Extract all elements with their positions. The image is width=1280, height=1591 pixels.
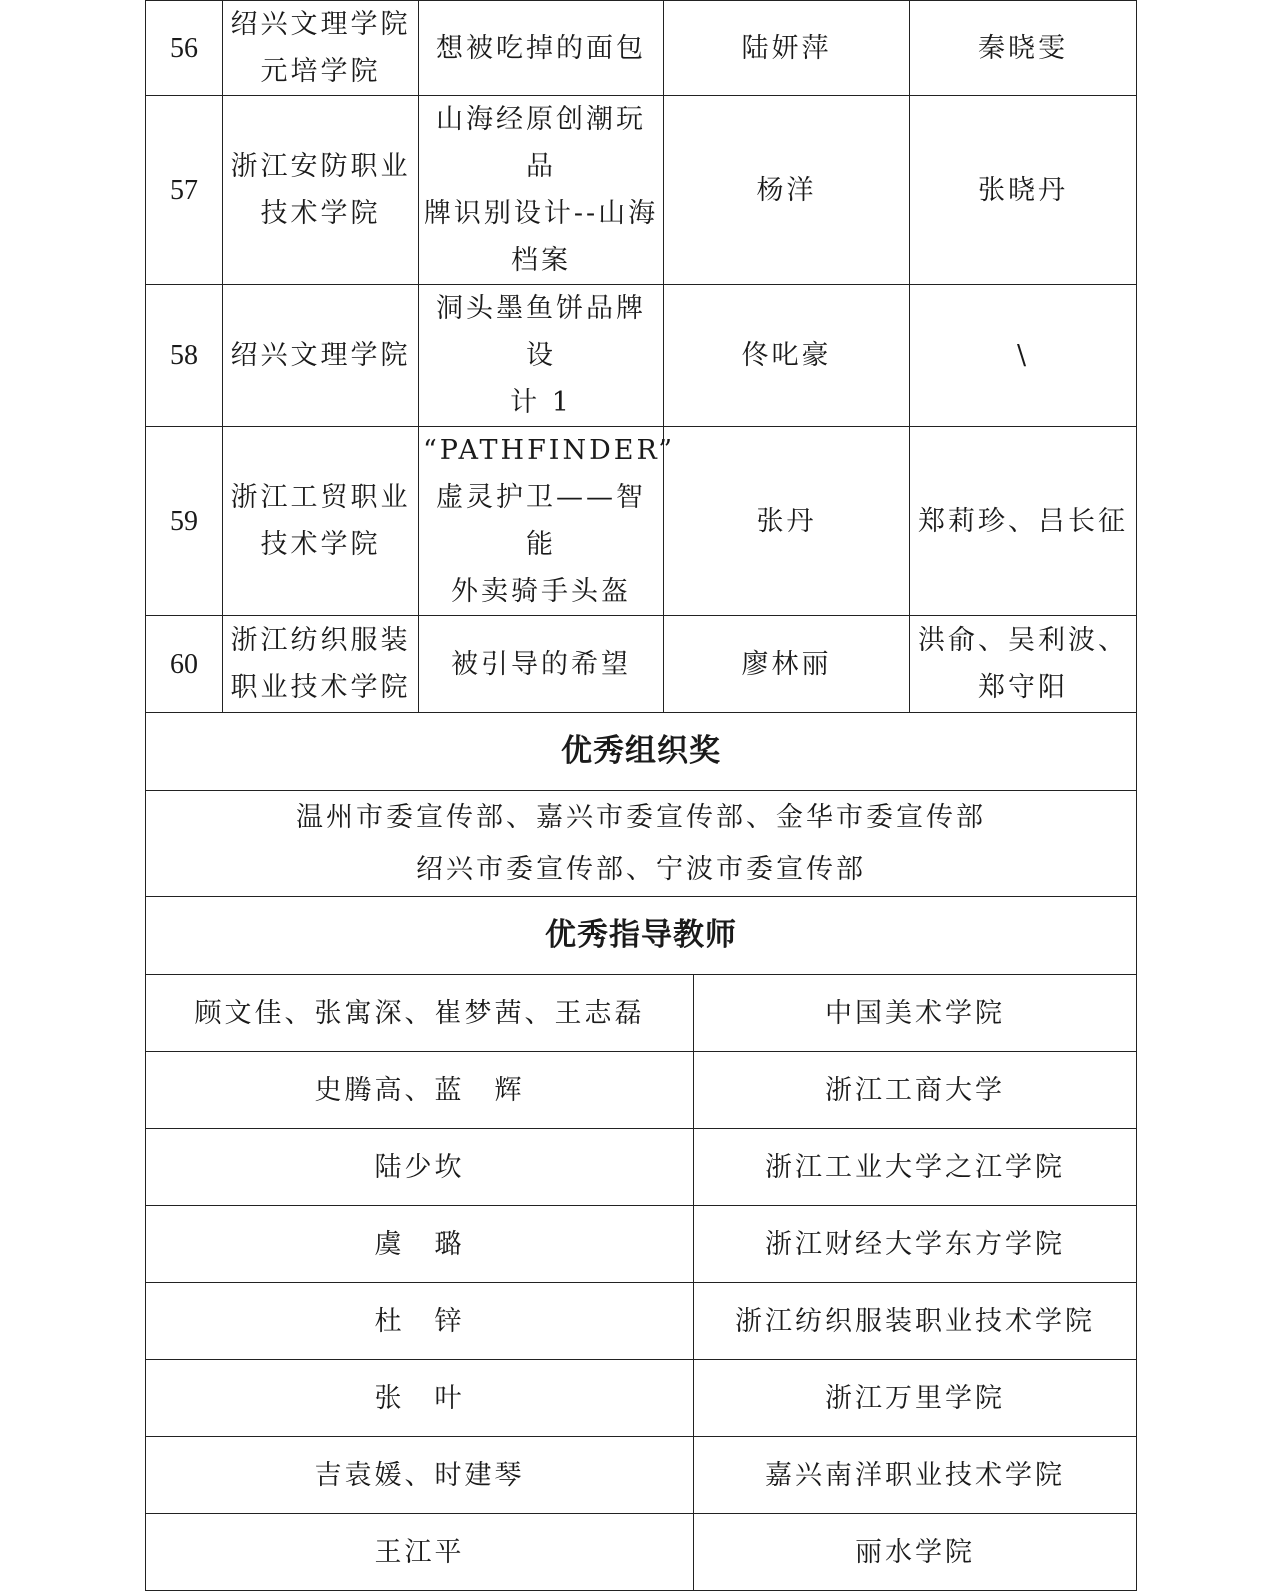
- table-row: [146, 96, 1137, 285]
- entry-teacher: 洪俞、吴利波、 郑守阳: [910, 616, 1137, 713]
- table-row: [146, 1129, 1137, 1206]
- teacher-names: 杜 锌: [146, 1283, 694, 1360]
- entry-work-title: 想被吃掉的面包: [419, 1, 664, 96]
- table-row: [146, 975, 1137, 1052]
- organization-award-list: 温州市委宣传部、嘉兴市委宣传部、金华市委宣传部 绍兴市委宣传部、宁波市委宣传部: [146, 791, 1137, 897]
- entry-teacher: \: [910, 285, 1137, 427]
- teacher-school: 中国美术学院: [694, 975, 1137, 1052]
- teacher-award-table: [145, 974, 1137, 1591]
- entry-school: 绍兴文理学院 元培学院: [223, 1, 419, 96]
- teacher-school: 浙江纺织服装职业技术学院: [694, 1283, 1137, 1360]
- entry-teacher: 郑莉珍、吕长征: [910, 427, 1137, 616]
- entry-school: 浙江纺织服装 职业技术学院: [223, 616, 419, 713]
- table-row: [146, 1360, 1137, 1437]
- entry-author: 张丹: [664, 427, 910, 616]
- teacher-school: 浙江工商大学: [694, 1052, 1137, 1129]
- table-row: [146, 1206, 1137, 1283]
- teacher-school: 浙江财经大学东方学院: [694, 1206, 1137, 1283]
- table-row: [146, 1437, 1137, 1514]
- entry-school: 浙江安防职业 技术学院: [223, 96, 419, 285]
- entry-number: 58: [146, 285, 223, 427]
- organization-award-row: [146, 791, 1137, 897]
- entry-author: 廖林丽: [664, 616, 910, 713]
- teacher-school: 浙江工业大学之江学院: [694, 1129, 1137, 1206]
- teacher-school: 浙江万里学院: [694, 1360, 1137, 1437]
- teacher-names: 张 叶: [146, 1360, 694, 1437]
- table-row: [146, 285, 1137, 427]
- teacher-award-title: 优秀指导教师: [146, 897, 1137, 975]
- entry-school: 绍兴文理学院: [223, 285, 419, 427]
- table-row: [146, 1283, 1137, 1360]
- award-entries-table: [145, 0, 1137, 975]
- teacher-names: 吉袁媛、时建琴: [146, 1437, 694, 1514]
- teacher-school: 嘉兴南洋职业技术学院: [694, 1437, 1137, 1514]
- table-row: [146, 616, 1137, 713]
- entry-work-title: 被引导的希望: [419, 616, 664, 713]
- teacher-names: 陆少坎: [146, 1129, 694, 1206]
- teacher-names: 王江平: [146, 1514, 694, 1591]
- entry-number: 60: [146, 616, 223, 713]
- table-row: [146, 1514, 1137, 1591]
- table-row: [146, 1052, 1137, 1129]
- teacher-school: 丽水学院: [694, 1514, 1137, 1591]
- table-row: [146, 427, 1137, 616]
- entry-author: 杨洋: [664, 96, 910, 285]
- entry-number: 56: [146, 1, 223, 96]
- section-heading-row: [146, 713, 1137, 791]
- entry-author: 陆妍萍: [664, 1, 910, 96]
- table-row: [146, 1, 1137, 96]
- section-heading-row: [146, 897, 1137, 975]
- entry-number: 59: [146, 427, 223, 616]
- entry-school: 浙江工贸职业 技术学院: [223, 427, 419, 616]
- award-list-page: [145, 0, 1136, 1591]
- organization-award-title: 优秀组织奖: [146, 713, 1137, 791]
- entry-author: 佟叱豪: [664, 285, 910, 427]
- entry-teacher: 张晓丹: [910, 96, 1137, 285]
- entry-number: 57: [146, 96, 223, 285]
- entry-work-title: 洞头墨鱼饼品牌设 计 1: [419, 285, 664, 427]
- entry-teacher: 秦晓雯: [910, 1, 1137, 96]
- entry-work-title: 山海经原创潮玩品 牌识别设计--山海 档案: [419, 96, 664, 285]
- entry-work-title: “PATHFINDER” 虚灵护卫——智能 外卖骑手头盔: [419, 427, 664, 616]
- teacher-names: 虞 璐: [146, 1206, 694, 1283]
- teacher-names: 顾文佳、张寓深、崔梦茜、王志磊: [146, 975, 694, 1052]
- teacher-names: 史腾高、蓝 辉: [146, 1052, 694, 1129]
